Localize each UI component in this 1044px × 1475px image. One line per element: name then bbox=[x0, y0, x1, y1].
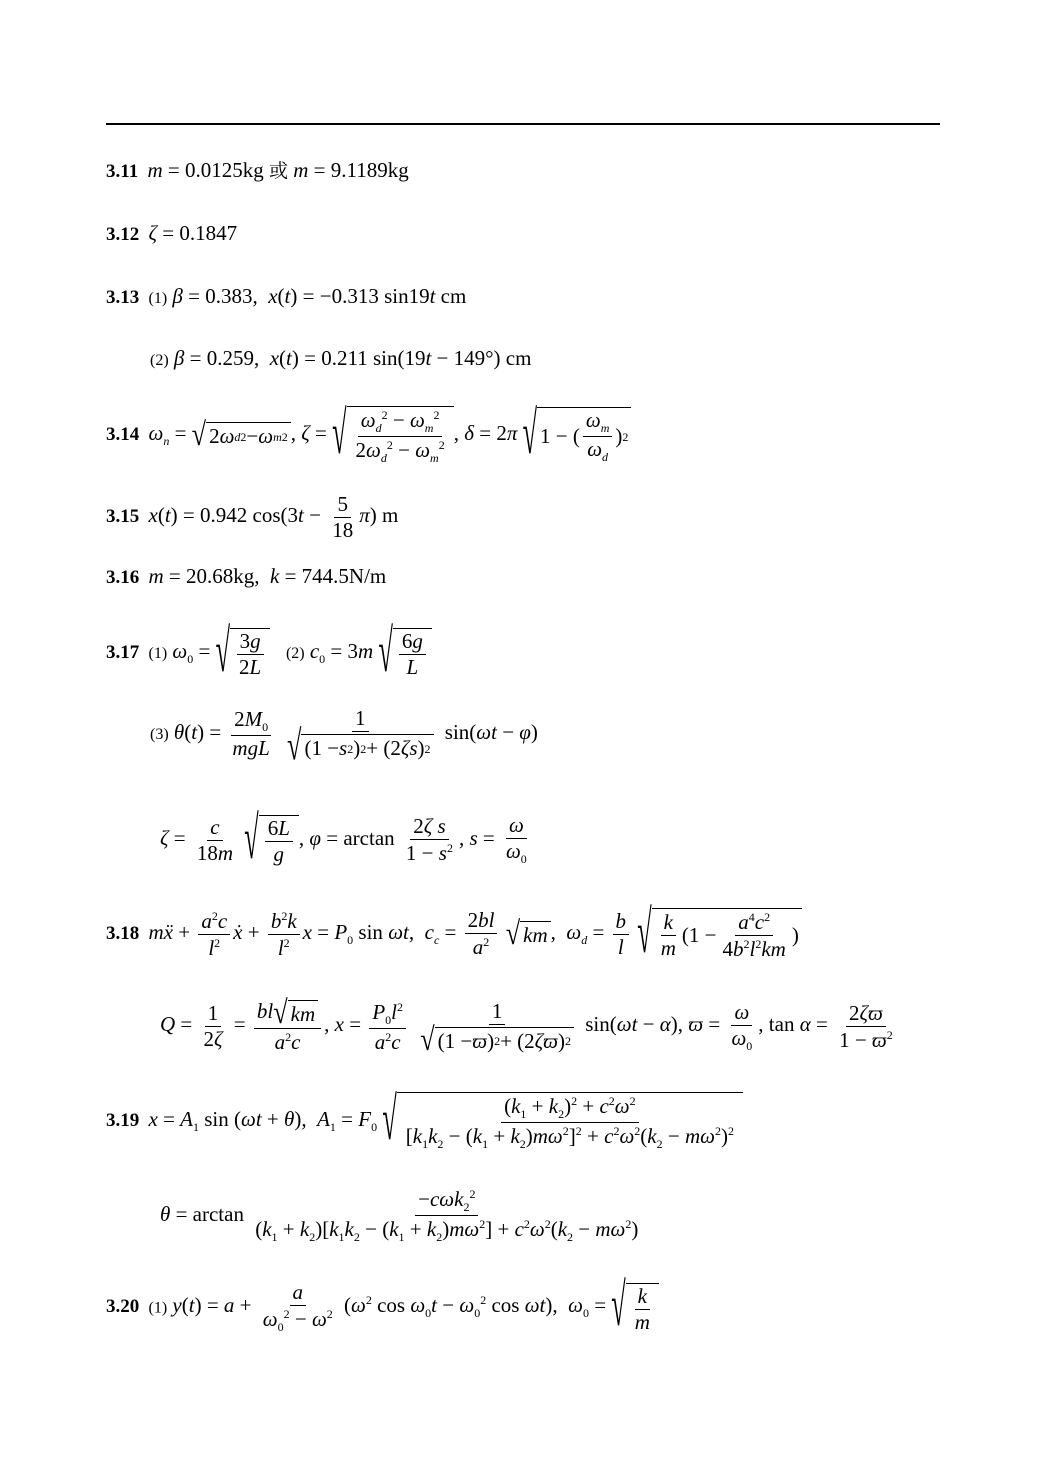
problem-3-17-part3: (3) θ(t) = $\frac{2M_0}{\text{mgL}}$ 1 √ (1 − s 2 ) 2 + (2 ζ s ) 2 sin(ωt − φ) bbox=[150, 706, 538, 770]
problem-number: 3.19 bbox=[106, 1110, 140, 1131]
problem-number: 3.11 bbox=[106, 161, 139, 182]
part-label: (2) bbox=[285, 644, 305, 662]
problem-3-13: 3.13 (1) β = 0.383, x(t) = −0.313 sin19t cm bbox=[106, 284, 467, 308]
problem-3-17-line4: ζ = $\frac{c}{18m}$ √ $\frac{6L}{g}$ , φ = arctan $\frac{\text{2ζ s}}{1 - s^2}$ , s = $\frac{\omega}{\omega_0}$ bbox=[160, 805, 527, 873]
problem-3-11: 3.11 m = 0.0125kg 或 m = 9.1189kg bbox=[106, 158, 409, 182]
problem-3-13-part2: (2) β = 0.259, x(t) = 0.211 sin(19t − 149°) cm bbox=[150, 346, 532, 370]
problem-3-19-line2: θ = arctan $\frac{-c\omega k_2^2}{(k_1 + k_2)[k_1k_2 - (k_1 + k_2)m\omega^2] + c^2\omega^2(k_2 - m\omega^2)}$ bbox=[160, 1187, 639, 1245]
problem-3-14: 3.14 $\omega_n$ = √ 2 ω d 2 − ω m 2 , ζ = √ $\frac{\omega_d^2 - \omega_m^2}{2\omega_d^2 - \omega_m^2}$ , δ = 2π √ 1 − ( $\frac{\omega_m}{\omega_d}$ ) 2 bbox=[106, 406, 631, 464]
problem-3-18: 3.18 mẍ + $\frac{a^2c}{l^2}$ ẋ + $\frac{b^2k}{l^2}$ $x = P_0$ sin ωt, $c_c$ = $\frac{2bl}{a^2}$ √ km , $\omega_d$ = $\frac{b}{l}$ √ $\frac{k}{m}$ (1 − $\frac{a^4c^2}{4b^2l^2km}$ ) bbox=[106, 908, 802, 960]
problem-number: 3.13 bbox=[106, 287, 140, 308]
problem-number: 3.12 bbox=[106, 224, 140, 245]
problem-number: 3.20 bbox=[106, 1296, 140, 1318]
part-label: (1) bbox=[148, 290, 168, 307]
problem-3-20: 3.20 (1) y(t) = a + $\frac{a}{\omega_0^2 - \omega^2}$ ($\omega^2$ $\cos \omega_0t - \omega_0^2$ cos ωt), $\omega_0$ = √ $\frac{k}{m}$ bbox=[106, 1282, 659, 1333]
problem-3-15: 3.15 x(t) = 0.942 cos(3t − $\frac{5}{18}$ π) m bbox=[106, 492, 399, 542]
part-label: (2) bbox=[150, 352, 169, 369]
problem-number: 3.14 bbox=[106, 424, 140, 445]
problem-3-19: 3.19 $x = A_1$ sin (ωt + θ), $A_1 = F_0$ √ $\frac{(k_1 + k_2)^2 + c^2\omega^2}{[k_1k_2 - (k_1 + k_2)m\omega^2]^2 + c^2\omega^2(k_2 - m\omega^2)^2}$ bbox=[106, 1092, 743, 1150]
part-label: (1) bbox=[148, 644, 168, 662]
problem-3-18-line2: Q = $\frac{1}{2\zeta}$ = bl √ km $a^2c$ , x = $\frac{P_0l^2}{a^2c}$ 1 √ (1 − ϖ ) 2 + (2 ζϖ ) 2 sin(ωt − α), ϖ = $\frac{\omega}{\omega_0}$ , tan α = $\frac{2\zeta ϖ}{1 - ϖ^2}$ bbox=[160, 994, 893, 1057]
part-label: (1) bbox=[148, 1299, 168, 1317]
problem-3-12: 3.12 ζ = 0.1847 bbox=[106, 221, 238, 245]
problem-3-17: 3.17 (1) $\omega_0$ = √ $\frac{3g}{2L}$ (2) $c_0 = 3m$ √ $\frac{6g}{L}$ bbox=[106, 628, 432, 678]
header-rule bbox=[106, 123, 940, 125]
problem-number: 3.16 bbox=[106, 567, 140, 588]
problem-number: 3.15 bbox=[106, 506, 140, 528]
part-label: (3) bbox=[150, 725, 169, 743]
problem-3-16: 3.16 m = 20.68kg, k = 744.5N/m bbox=[106, 564, 387, 588]
problem-number: 3.17 bbox=[106, 641, 140, 663]
problem-number: 3.18 bbox=[106, 922, 140, 944]
